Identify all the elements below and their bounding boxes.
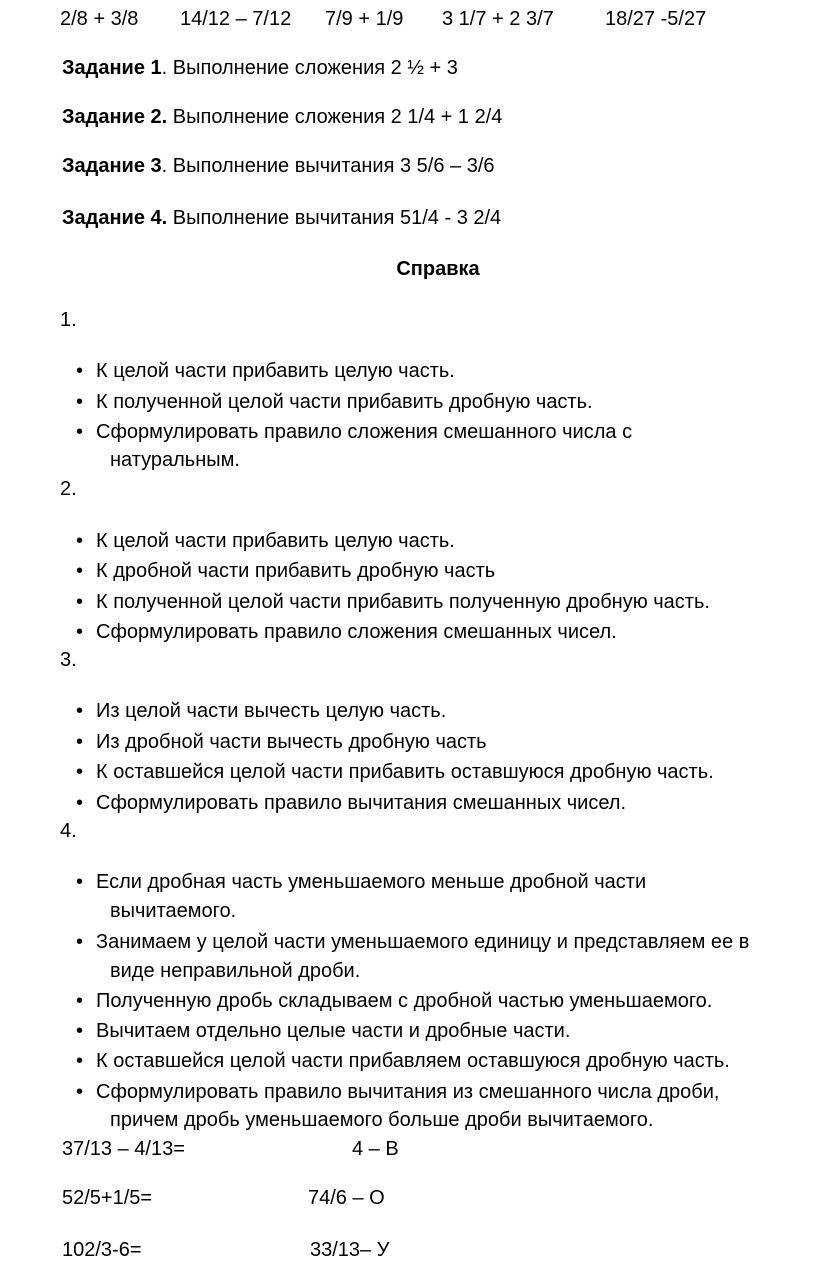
expression: 3 1/7 + 2 3/7 (442, 8, 554, 30)
task-4 (62, 205, 501, 231)
list-item: • Вычитаем отдельно целые части и дробные части. (76, 1020, 571, 1042)
expression: 7/9 + 1/9 (325, 8, 404, 30)
expression: 18/27 -5/27 (605, 8, 707, 30)
list-item: • К дробной части прибавить дробную часть (76, 560, 496, 582)
list-item: • К целой части прибавить целую часть. (76, 360, 455, 382)
expression: 14/12 – 7/12 (180, 8, 292, 30)
list-item-continuation: причем дробь уменьшаемого больше дроби вычитаемого. (110, 1109, 654, 1131)
section-number: 4. (60, 820, 77, 842)
answer-code: 4 – В (352, 1138, 399, 1160)
list-item: • Из целой части вычесть целую часть. (76, 700, 447, 722)
list-item: • К оставшейся целой части прибавить оставшуюся дробную часть. (76, 761, 714, 783)
task-1 (62, 55, 458, 81)
answer-expression: 37/13 – 4/13= (62, 1138, 185, 1160)
list-item: • Сформулировать правило вычитания из смешанного числа дроби, (76, 1081, 720, 1103)
list-item-continuation: виде неправильной дроби. (110, 960, 361, 982)
task-text: . Выполнение вычитания 3 5/6 – 3/6 (161, 155, 495, 177)
help-title: Справка (396, 258, 480, 280)
bullet-icon: • (76, 421, 84, 443)
task-text: Выполнение сложения 2 1/4 + 1 2/4 (167, 106, 503, 128)
list-item: • К оставшейся целой части прибавляем оставшуюся дробную часть. (76, 1050, 730, 1072)
answer-expression: 52/5+1/5= (62, 1187, 153, 1209)
task-2 (62, 104, 502, 130)
answer-code: 33/13– У (310, 1239, 390, 1261)
list-item-continuation: вычитаемого. (110, 900, 237, 922)
bullet-icon: • (76, 700, 84, 722)
task-label: Задание 1 (62, 57, 162, 79)
bullet-icon: • (76, 1020, 84, 1042)
task-text: . Выполнение сложения 2 ½ + 3 (161, 57, 458, 79)
bullet-icon: • (76, 871, 84, 893)
bullet-icon: • (76, 530, 84, 552)
bullet-icon: • (76, 990, 84, 1012)
task-label: Задание 2. (62, 106, 168, 128)
list-item: • Из дробной части вычесть дробную часть (76, 731, 487, 753)
bullet-icon: • (76, 931, 84, 953)
list-item: • Сформулировать правило сложения смешанных чисел. (76, 621, 617, 643)
section-number: 1. (60, 309, 77, 331)
list-item-continuation: натуральным. (110, 449, 240, 471)
list-item: • К целой части прибавить целую часть. (76, 530, 455, 552)
task-text: Выполнение вычитания 51/4 - 3 2/4 (167, 207, 502, 229)
list-item: • Сформулировать правило сложения смешанного числа с (76, 421, 633, 443)
list-item: • Если дробная часть уменьшаемого меньше дробной части (76, 871, 647, 893)
section-number: 2. (60, 478, 77, 500)
bullet-icon: • (76, 560, 84, 582)
bullet-icon: • (76, 621, 84, 643)
list-item: • Полученную дробь складываем с дробной частью уменьшаемого. (76, 990, 713, 1012)
list-item: • К полученной целой части прибавить полученную дробную часть. (76, 591, 710, 613)
bullet-icon: • (76, 591, 84, 613)
bullet-icon: • (76, 1081, 84, 1103)
list-item: • К полученной целой части прибавить дробную часть. (76, 391, 593, 413)
bullet-icon: • (76, 1050, 84, 1072)
bullet-icon: • (76, 731, 84, 753)
task-label: Задание 3 (62, 155, 162, 177)
task-3 (62, 153, 495, 179)
bullet-icon: • (76, 792, 84, 814)
list-item: • Занимаем у целой части уменьшаемого единицу и представляем ее в (76, 931, 750, 953)
list-item: • Сформулировать правило вычитания смешанных чисел. (76, 792, 627, 814)
answer-expression: 102/3-6= (62, 1239, 142, 1261)
bullet-icon: • (76, 360, 84, 382)
expression: 2/8 + 3/8 (60, 8, 139, 30)
bullet-icon: • (76, 761, 84, 783)
bullet-icon: • (76, 391, 84, 413)
task-label: Задание 4. (62, 207, 168, 229)
section-number: 3. (60, 649, 77, 671)
answer-code: 74/6 – О (308, 1187, 385, 1209)
